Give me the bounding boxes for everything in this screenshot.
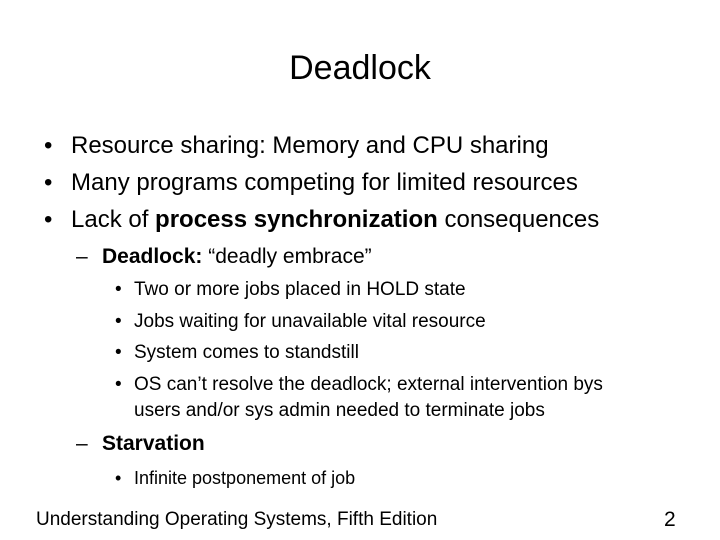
dash-icon: – (76, 245, 88, 268)
sub-sub-item-text: Infinite postponement of job (134, 468, 356, 488)
bullet-text: Many programs competing for limited resources (71, 169, 578, 196)
bullet-text-bold: process synchronization (155, 206, 438, 233)
sub-sub-item-text: Jobs waiting for unavailable vital resource (134, 311, 486, 332)
bullet-icon: • (115, 468, 122, 488)
bullet-icon: • (115, 279, 122, 300)
sub-item-text (102, 432, 205, 456)
bullet-text (71, 206, 599, 234)
sub-item-text (102, 245, 372, 269)
bullet-text: Resource sharing: Memory and CPU sharing (71, 132, 549, 159)
bullet-icon: • (44, 206, 53, 233)
page-number: 2 (664, 508, 676, 531)
footer-source: Understanding Operating Systems, Fifth Edition (36, 509, 438, 530)
sub-sub-item-text: users and/or sys admin needed to terminate jobs (134, 400, 545, 421)
dash-icon: – (76, 432, 88, 455)
bullet-icon: • (44, 132, 53, 159)
sub-sub-item-text: System comes to standstill (134, 342, 359, 363)
sub-item-bold: Deadlock: (102, 245, 203, 268)
slide-title: Deadlock (289, 49, 431, 87)
sub-item-bold: Starvation (102, 432, 205, 455)
bullet-icon: • (44, 169, 53, 196)
sub-sub-item-text: Two or more jobs placed in HOLD state (134, 279, 466, 300)
bullet-icon: • (115, 374, 122, 395)
bullet-text-post: consequences (437, 206, 600, 233)
bullet-icon: • (115, 342, 122, 363)
bullet-text-pre: Lack of (71, 206, 156, 233)
bullet-icon: • (115, 311, 122, 332)
sub-item-rest: “deadly embrace” (202, 245, 372, 268)
sub-sub-item-text: OS can’t resolve the deadlock; external intervention bys (134, 374, 603, 395)
